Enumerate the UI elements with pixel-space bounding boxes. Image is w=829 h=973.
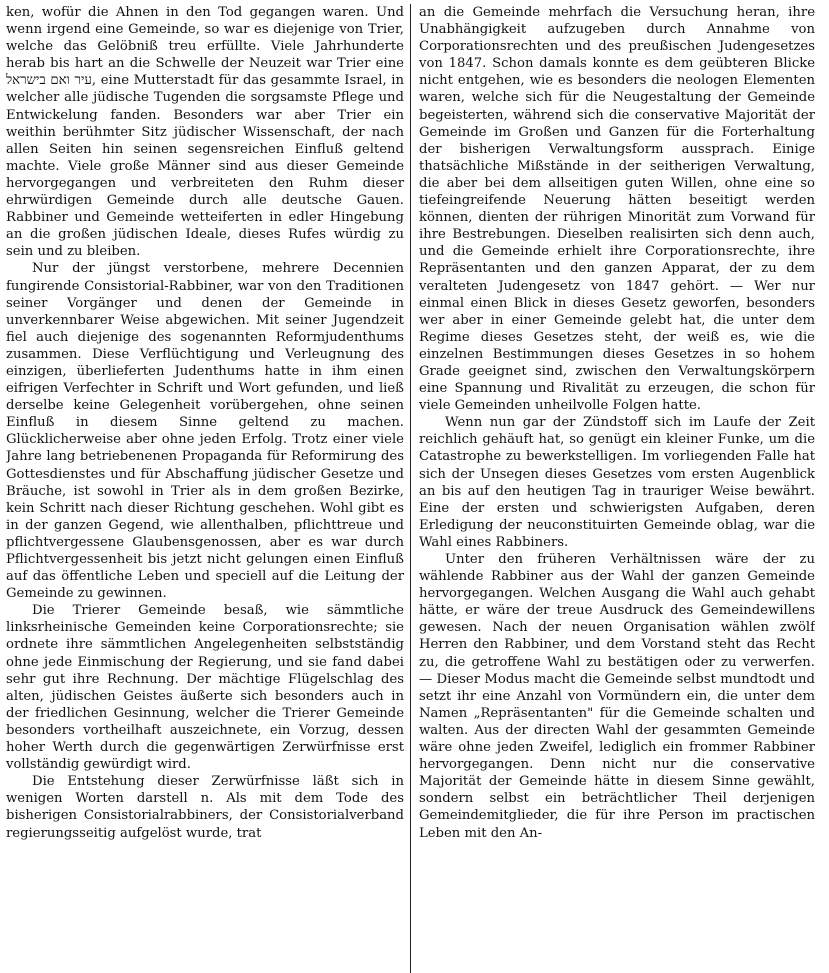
left-column <box>6 4 410 973</box>
paragraph: an die Gemeinde mehrfach die Versuchung heran, ihre Unabhängigkeit aufzugeben durch Annahme von Corporationsrechten und des preußischen Judengesetzes von 1847. Schon damals konnte es dem geübteren Blicke nicht entgehen, wie es besonders die neologen Elementen waren, welche sich für die Neugestaltung der Gemeinde begeisterten, während sich die conservative Majorität der Gemeinde im Großen und Ganzen für die Forterhaltung der bisherigen Verwaltungsform aussprach. Einige thatsächliche Mißstände in der seitherigen Verwaltung, die aber bei dem allseitigen guten Willen, ohne eine so tiefeingreifende Neuerung hätten beseitigt werden können, dienten der rührigen Minorität zum Vorwand für ihre Bestrebungen. Dieselben realisirten sich denn auch, und die Gemeinde erhielt ihre Corporationsrechte, ihre Repräsentanten und den ganzen Apparat, der zu dem veralteten Judengesetz von 1847 gehört. — Wer nur einmal einen Blick in dieses Gesetz geworfen, besonders wer aber in einer Gemeinde gelebt hat, die unter dem Regime dieses Gesetzes steht, der weiß es, wie die einzelnen Bestimmungen dieses Gesetzes in so hohem Grade geeignet sind, zwischen den Verwaltungskörpern eine Spannung und Rivalität zu erzeugen, die schon für viele Gemeinden unheilvolle Folgen hatte. <box>419 5 815 414</box>
paragraph: Die Entstehung dieser Zerwürfnisse läßt sich in wenigen Worten darstell n. Als mit dem Tode des bisherigen Consistorialrabbiners, der Consistorialverband regierungsseitig aufgelöst wurde, trat <box>6 774 404 841</box>
paragraph: Wenn nun gar der Zündstoff sich im Laufe der Zeit reichlich gehäuft hat, so genügt ein kleiner Funke, um die Catastrophe zu bewerkstelligen. Im vorliegenden Falle hat sich der Unsegen dieses Gesetzes vom ersten Augenblick an bis auf den heutigen Tag in trauriger Weise bewährt. Eine der ersten und schwierigsten Aufgaben, deren Erledigung der neuconstituirten Gemeinde oblag, war die Wahl eines Rabbiners. <box>419 415 815 550</box>
paragraph: ken, wofür die Ahnen in den Tod gegangen waren. Und wenn irgend eine Gemeinde, so war es diejenige von Trier, welche das Gelöbniß treu erfüllte. Viele Jahrhunderte herab bis hart an die Schwelle der Neuzeit war Trier eine עיר ואם בישראל, eine Mutterstadt für das gesammte Israel, in welcher alle jüdische Tugenden die sorgsamste Pflege und Entwickelung fanden. Besonders war aber Trier ein weithin berühmter Sitz jüdischer Wissenschaft, der nach allen Seiten hin seinen segensreichen Einfluß geltend machte. Viele große Männer sind aus dieser Gemeinde hervorgegangen und verbreiteten den Ruhm dieser ehrwürdigen Gemeinde durch alle deutsche Gauen. Rabbiner und Gemeinde wetteiferten in edler Hingebung an die großen jüdischen Ideale, dieses Rufes würdig zu sein und zu bleiben. <box>6 5 404 260</box>
right-column <box>411 4 815 973</box>
paragraph: Unter den früheren Verhältnissen wäre der zu wählende Rabbiner aus der Wahl der ganzen Gemeinde hervorgegangen. Welchen Ausgang die Wahl auch gehabt hätte, er wäre der treue Ausdruck des Gemeindewillens gewesen. Nach der neuen Organisation wählen zwölf Herren den Rabbiner, und dem Vorstand steht das Recht zu, die getroffene Wahl zu bestätigen oder zu verwerfen. — Dieser Modus macht die Gemeinde selbst mundtodt und setzt ihr eine Anzahl von Vormündern ein, die unter dem Namen „Repräsentanten" für die Gemeinde schalten und walten. Aus der directen Wahl der gesammten Gemeinde wäre ohne jeden Zweifel, lediglich ein frommer Rabbiner hervorgegangen. Denn nicht nur die conservative Majorität der Gemeinde hätte in diesem Sinne gewählt, sondern selbst ein beträchtlicher Theil derjenigen Gemeindemitglieder, die für ihre Person im practischen Leben mit den An- <box>419 552 815 841</box>
paragraph: Die Trierer Gemeinde besaß, wie sämmtliche linksrheinische Gemeinden keine Corporationsrechte; sie ordnete ihre sämmtlichen Angelegenheiten selbstständig ohne jede Einmischung der Regierung, und sie fand dabei sehr gut ihre Rechnung. Der mächtige Flügelschlag des alten, jüdischen Geistes äußerte sich besonders auch in der friedlichen Gesinnung, welcher die Trierer Gemeinde besonders vortheilhaft auszeichnete, ein Vorzug, dessen hoher Werth durch die gegenwärtigen Zerwürfnisse erst vollständig gewürdigt wird. <box>6 603 404 773</box>
paragraph: Nur der jüngst verstorbene, mehrere Decennien fungirende Consistorial-Rabbiner, war von den Traditionen seiner Vorgänger und denen der Gemeinde in unverkennbarer Weise abgewichen. Mit seiner Jugendzeit fiel auch diejenige des sogenannten Reformjudenthums zusammen. Diese Verflüchtigung und Verleugnung des einzigen, überlieferten Judenthums hatte in ihm einen eifrigen Verfechter in Schrift und Wort gefunden, und ließ derselbe keine Gelegenheit vorübergehen, ohne seinen Einfluß in diesem Sinne geltend zu machen. Glücklicherweise aber ohne jeden Erfolg. Trotz einer viele Jahre lang betriebenenen Propaganda für Reformirung des Gottesdienstes und für Abschaffung jüdischer Gesetze und Bräuche, ist sowohl in Trier als in dem großen Bezirke, kein Schritt nach dieser Richtung geschehen. Wohl gibt es in der ganzen Gegend, wie allenthalben, pflichttreue und pflichtvergessene Glaubensgenossen, aber es war durch Pflichtvergessenheit bis jetzt nicht gelungen einen Einfluß auf das öffentliche Leben und speciell auf die Leitung der Gemeinde zu gewinnen. <box>6 261 404 602</box>
